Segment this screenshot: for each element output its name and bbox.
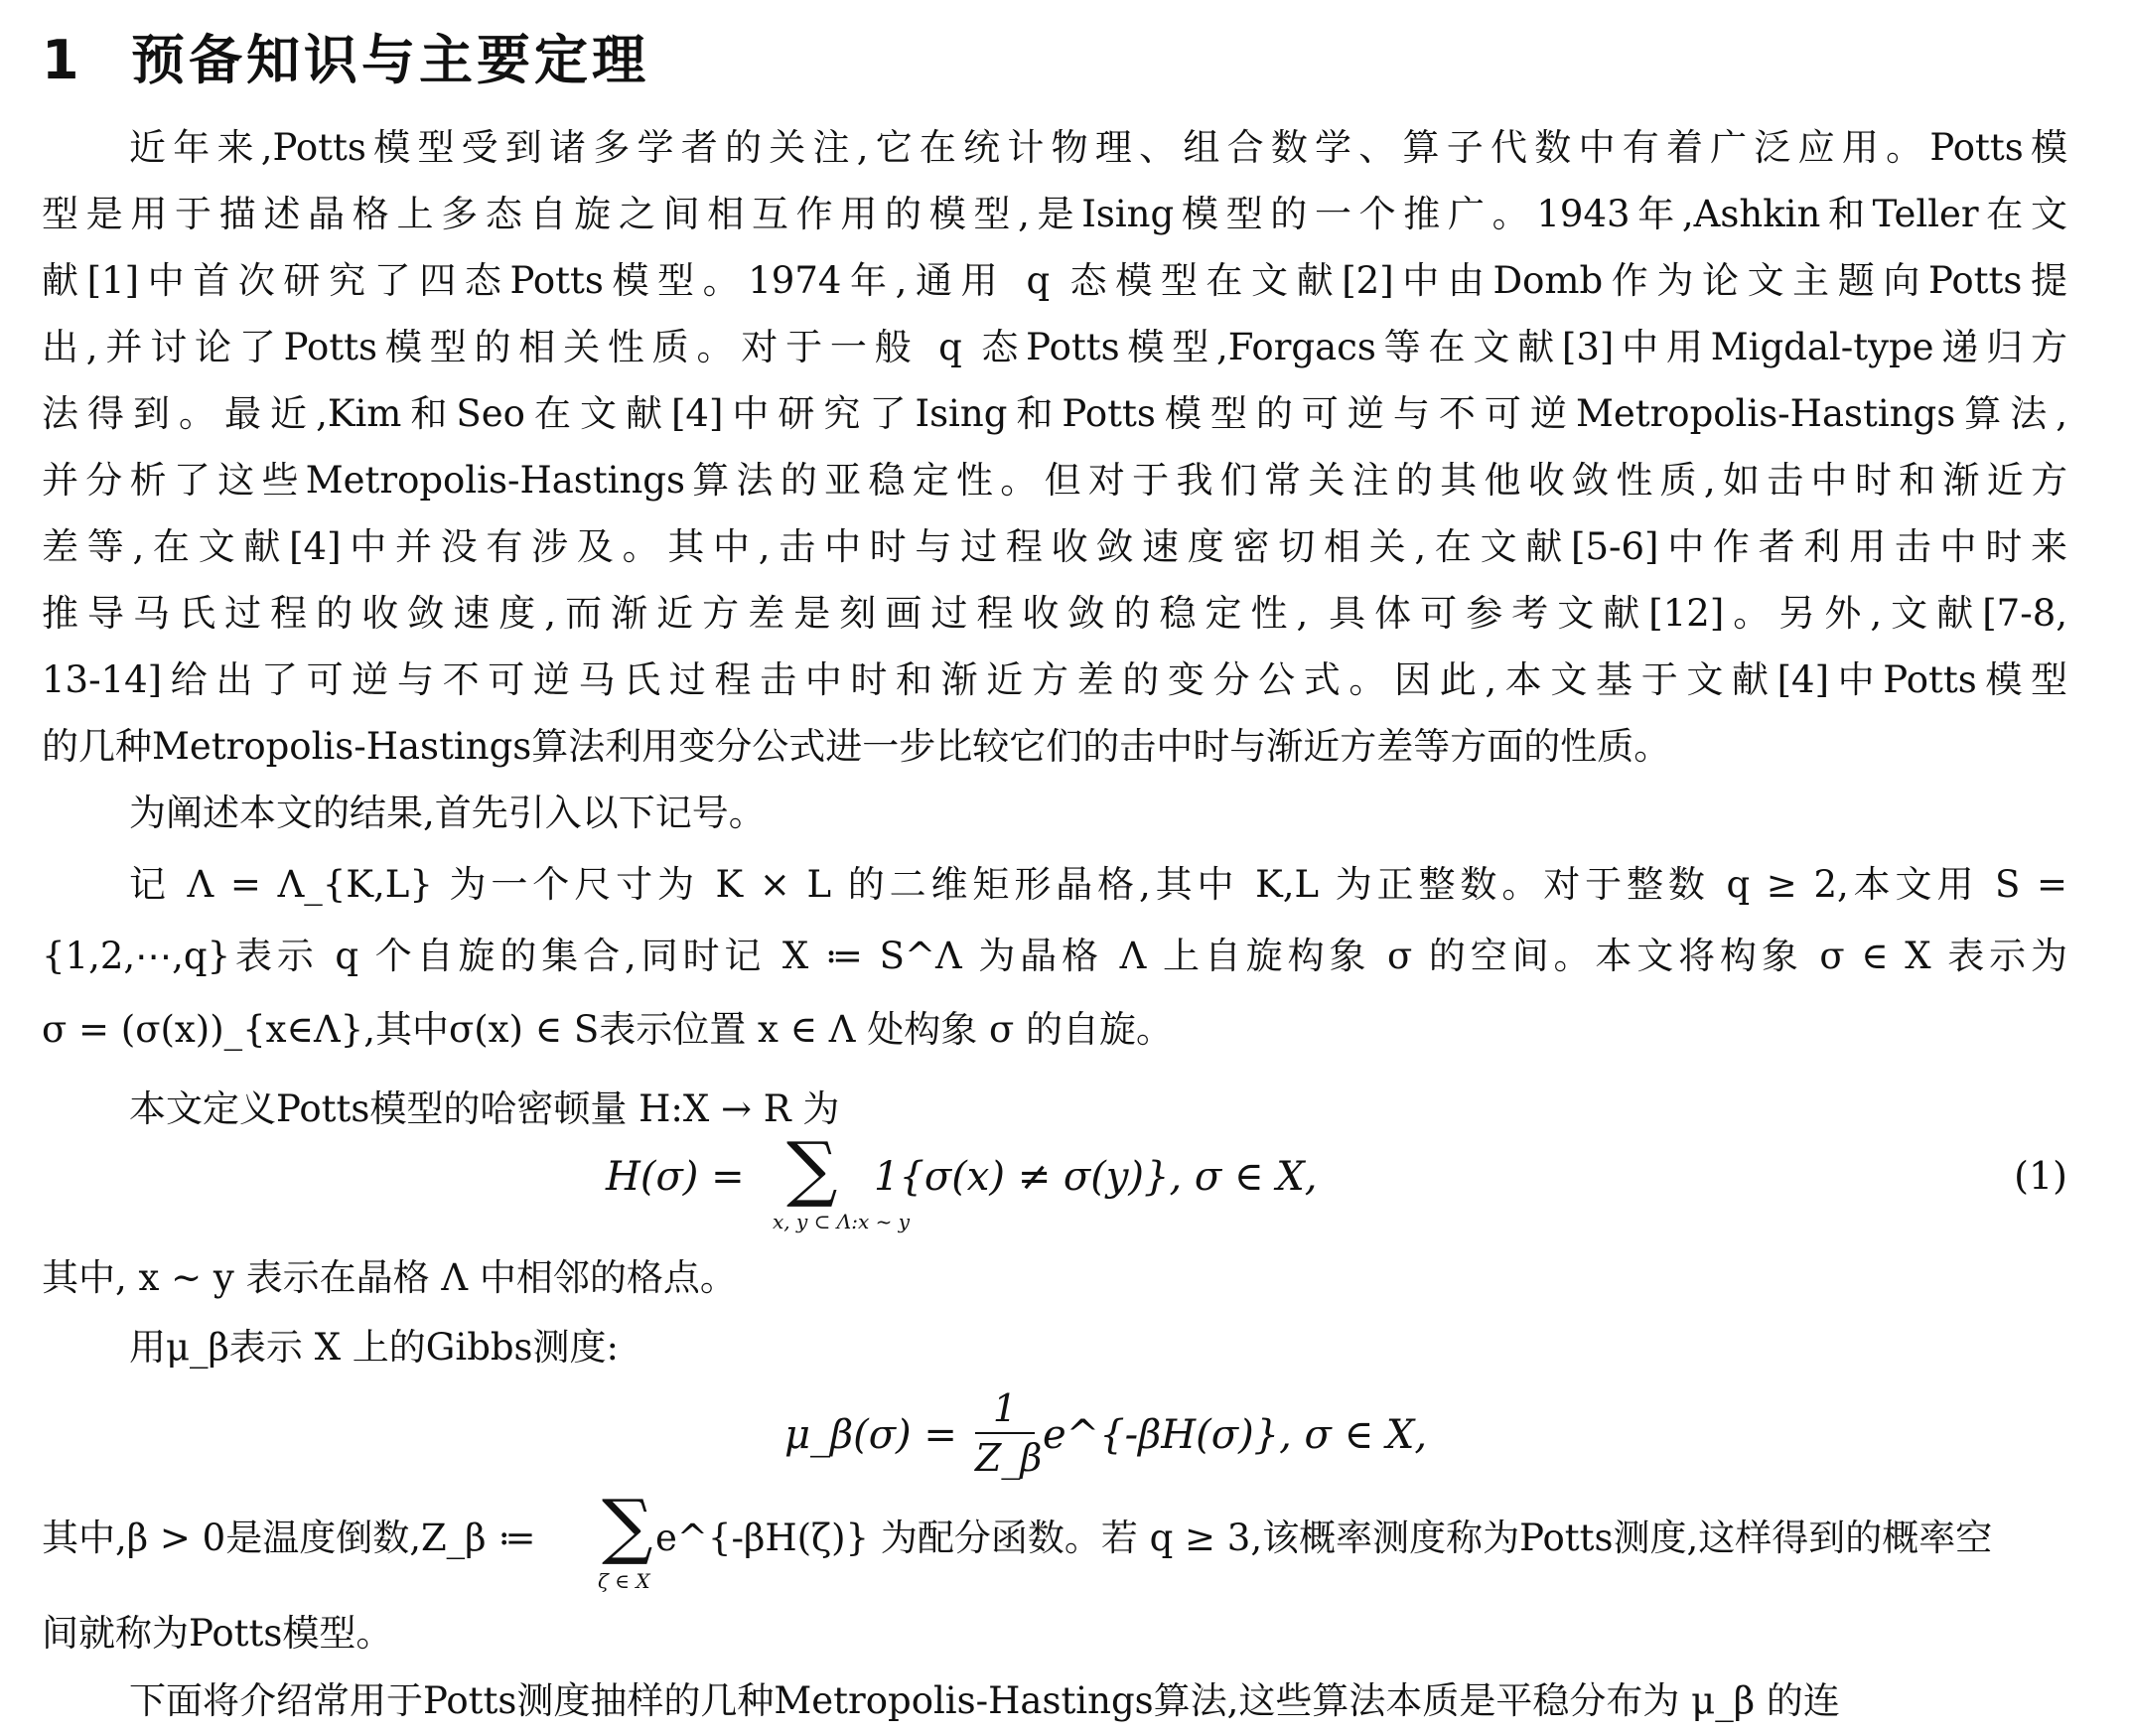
para1-line-7: 差等,在文献[4]中并没有涉及。其中,击中时与过程收敛速度密切相关,在文献[5-6]中作者利用击中时来 <box>42 525 2067 568</box>
para1-line-6: 并分析了这些Metropolis-Hastings算法的亚稳定性。但对于我们常关注的其他收敛性质,如击中时和渐近方 <box>42 459 2067 502</box>
para5: 其中, x ~ y 表示在晶格 Λ 中相邻的格点。 <box>42 1256 737 1299</box>
para1-line-2: 型是用于描述晶格上多态自旋之间相互作用的模型,是Ising模型的一个推广。1943年,Ashkin和Teller在文 <box>42 193 2067 235</box>
eq2-rhs: e^{-βH(σ)}, σ ∈ X, <box>1043 1412 1428 1458</box>
para1-line-3: 献[1]中首次研究了四态Potts模型。1974年,通用 q 态模型在文献[2]中由Domb作为论文主题向Potts提 <box>42 259 2067 302</box>
para7-sum-symbol: ∑ <box>602 1484 653 1567</box>
section-title: 预备知识与主要定理 <box>131 29 649 91</box>
eq2-lhs: μ_β(σ) = <box>784 1412 957 1458</box>
para1-line-5: 法得到。最近,Kim和Seo在文献[4]中研究了Ising和Potts模型的可逆与不可逆Metropolis-Hastings算法, <box>42 392 2067 435</box>
para1-line-8: 推导马氏过程的收敛速度,而渐近方差是刻画过程收敛的稳定性, 具体可参考文献[12]。另外,文献[7-8, <box>42 592 2067 635</box>
eq1-lhs: H(σ) = <box>606 1154 745 1200</box>
para3-line-1: 记 Λ = Λ_{K,L} 为一个尺寸为 K × L 的二维矩形晶格,其中 K,L 为正整数。对于整数 q ≥ 2,本文用 S = <box>129 863 2067 906</box>
para8: 下面将介绍常用于Potts测度抽样的几种Metropolis-Hastings算法,这些算法本质是平稳分布为 μ_β 的连 <box>129 1679 1840 1722</box>
para7-continuation: 间就称为Potts模型。 <box>42 1612 393 1655</box>
para1-line-9: 13-14]给出了可逆与不可逆马氏过程击中时和渐近方差的变分公式。因此,本文基于文献[4]中Potts模型 <box>42 658 2067 701</box>
eq2-fraction <box>975 1386 1043 1480</box>
eq1-number: (1) <box>2014 1154 2067 1198</box>
eq2-denominator: Z_β <box>975 1436 1043 1480</box>
section-number: 1 <box>42 29 83 91</box>
para1-line-10: 的几种Metropolis-Hastings算法利用变分公式进一步比较它们的击中时与渐近方差等方面的性质。 <box>42 725 1671 768</box>
para6: 用μ_β表示 X 上的Gibbs测度: <box>129 1326 620 1369</box>
para1-line-1: 近年来,Potts模型受到诸多学者的关注,它在统计物理、组合数学、算子代数中有着广泛应用。Potts模 <box>129 126 2067 169</box>
eq1-sum-subscript: x, y ⊂ Λ:x ~ y <box>773 1210 910 1233</box>
eq1-sum-symbol: ∑ <box>786 1126 838 1210</box>
para7-before: 其中,β > 0是温度倒数,Z_β ≔ <box>42 1517 536 1559</box>
para4: 本文定义Potts模型的哈密顿量 H:X → R 为 <box>129 1087 840 1130</box>
para7-sum-subscript: ζ ∈ X <box>598 1569 650 1593</box>
para2: 为阐述本文的结果,首先引入以下记号。 <box>129 792 766 834</box>
eq2-fraction-bar <box>975 1432 1035 1434</box>
para1-line-4: 出,并讨论了Potts模型的相关性质。对于一般 q 态Potts模型,Forgacs等在文献[3]中用Migdal-type递归方 <box>42 326 2067 368</box>
section-heading <box>42 18 649 94</box>
para7-after: e^{-βH(ζ)} 为配分函数。若 q ≥ 3,该概率测度称为Potts测度,这样得到的概率空 <box>655 1517 1993 1559</box>
para3-line-3: σ = (σ(x))_{x∈Λ},其中σ(x) ∈ S表示位置 x ∈ Λ 处构象 σ 的自旋。 <box>42 1008 1174 1051</box>
para3-line-2: {1,2,⋯,q}表示 q 个自旋的集合,同时记 X ≔ S^Λ 为晶格 Λ 上自旋构象 σ 的空间。本文将构象 σ ∈ X 表示为 <box>42 935 2067 977</box>
eq2-numerator: 1 <box>992 1386 1018 1430</box>
eq1-body: 1{σ(x) ≠ σ(y)}, σ ∈ X, <box>874 1154 1318 1200</box>
